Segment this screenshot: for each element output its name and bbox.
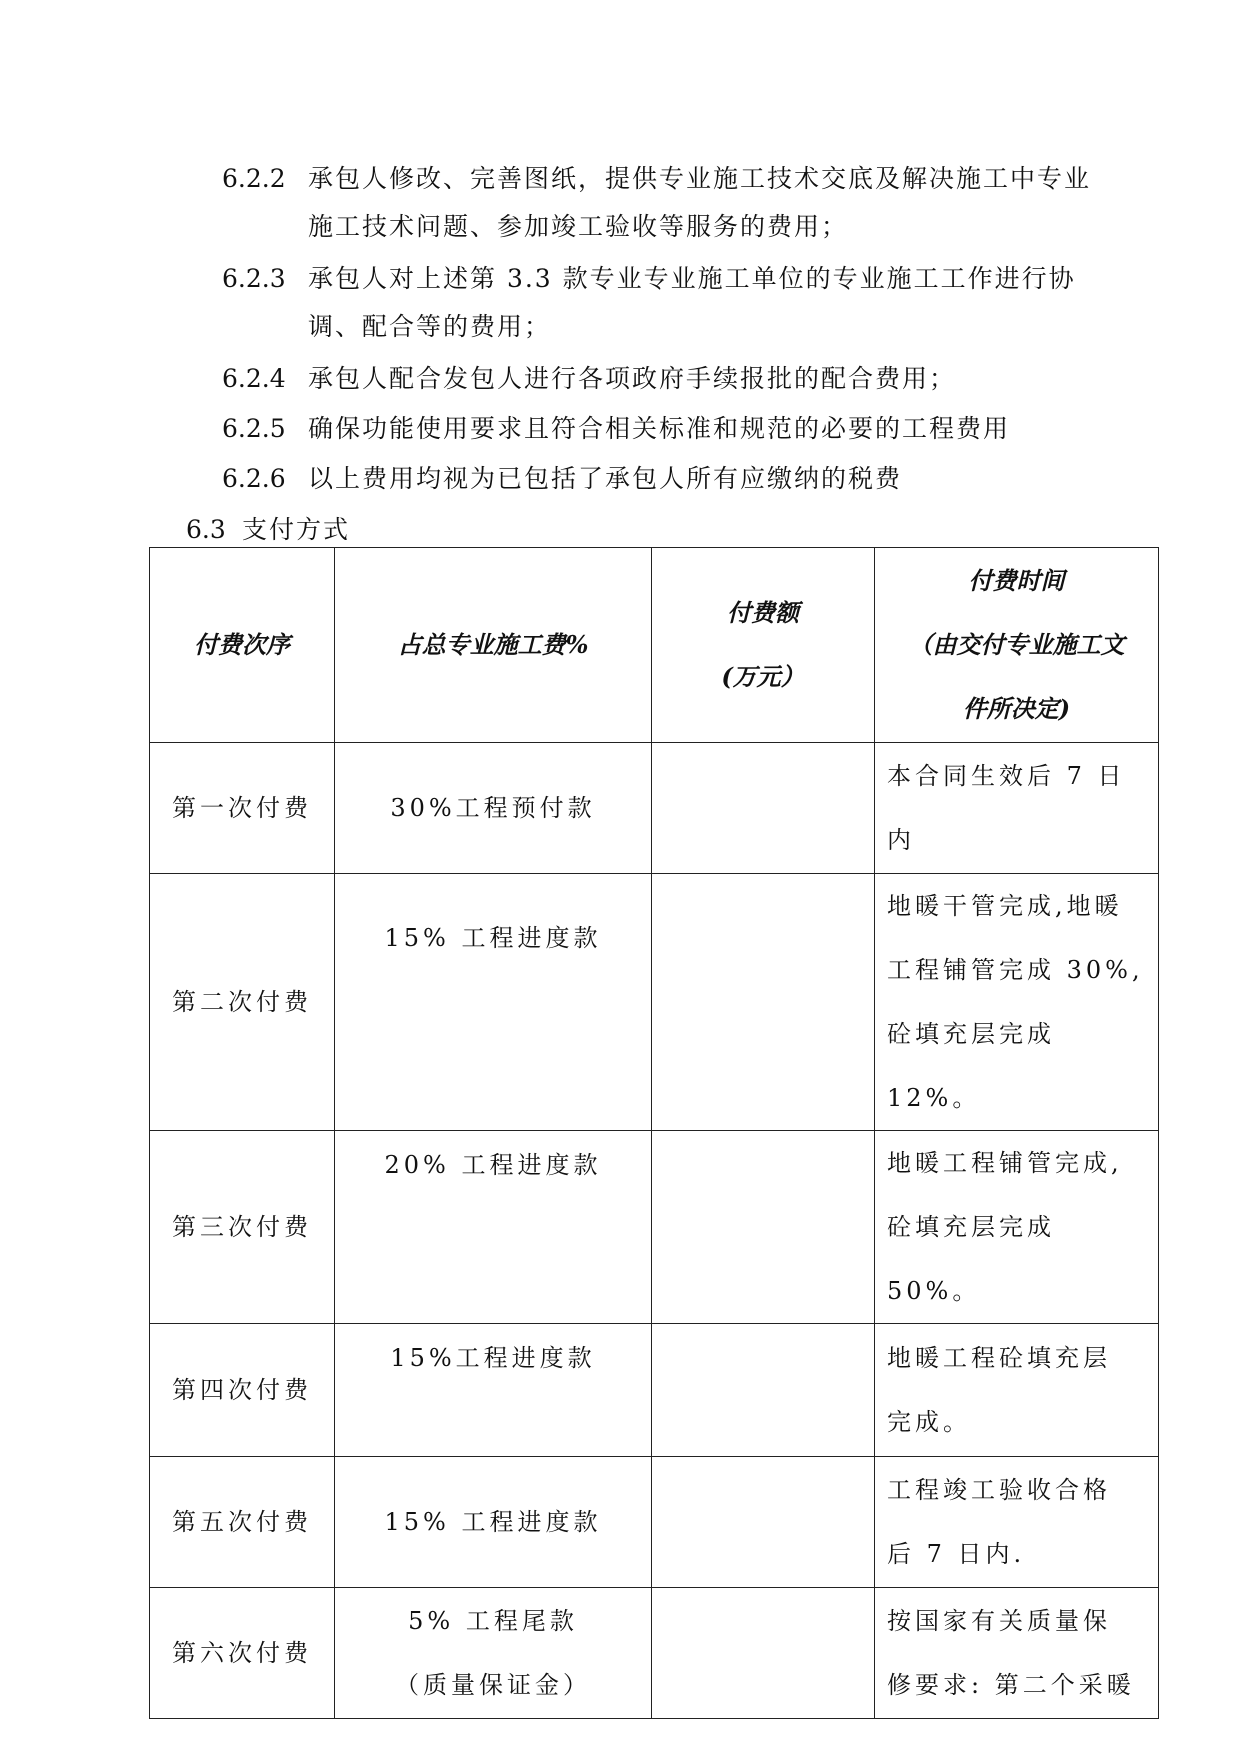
header-time-line: 付费时间 (968, 566, 1065, 595)
header-amount (652, 548, 875, 743)
clause-number: 6.2.3 (222, 264, 286, 293)
cell-order: 第二次付费 (150, 874, 335, 1131)
cell-percent (335, 1588, 652, 1719)
cell-amount (652, 743, 875, 874)
clause-line: 施工技术问题、参加竣工验收等服务的费用； (308, 212, 849, 241)
cell-order: 第六次付费 (150, 1588, 335, 1719)
clause-number: 6.2.6 (222, 464, 286, 493)
cell-amount (652, 1457, 875, 1588)
cell-time (875, 743, 1159, 874)
header-order: 付费次序 (150, 548, 335, 743)
clause-line: 调、配合等的费用； (308, 312, 552, 341)
cell-amount (652, 1131, 875, 1324)
cell-order: 第一次付费 (150, 743, 335, 874)
header-amount-line: 付费额 (727, 598, 799, 627)
cell-time (875, 874, 1159, 1131)
header-time-line: 件所决定) (962, 694, 1071, 723)
cell-time-line: 完成。 (887, 1408, 971, 1436)
cell-time-line: 工程竣工验收合格 (887, 1476, 1111, 1504)
cell-time-line: 砼填充层完成 50%。 (887, 1213, 1055, 1305)
cell-time-line: 内 (887, 826, 915, 854)
table-header-row (150, 548, 1159, 743)
cell-percent-line: 15% 工程进度款 (384, 1508, 602, 1536)
cell-time-line: 砼填充层完成 12%。 (887, 1020, 1055, 1112)
cell-order: 第五次付费 (150, 1457, 335, 1588)
cell-percent (335, 874, 652, 1131)
header-percent: 占总专业施工费% (335, 548, 652, 743)
cell-percent-line: 15% 工程进度款 (384, 924, 602, 952)
clause-text (308, 405, 1102, 453)
table-row (150, 1588, 1159, 1719)
header-amount-unit: (万元） (721, 662, 805, 691)
cell-time-line: 本合同生效后 7 日 (887, 762, 1126, 790)
table-row (150, 1457, 1159, 1588)
cell-time-line: 地暖工程铺管完成, (887, 1149, 1123, 1177)
clause-text (308, 355, 1102, 403)
clause-6-2-3 (222, 255, 1102, 351)
cell-percent (335, 1324, 652, 1457)
clause-text (308, 155, 1102, 251)
cell-time (875, 1457, 1159, 1588)
table-row (150, 1324, 1159, 1457)
cell-time (875, 1324, 1159, 1457)
section-title: 支付方式 (242, 515, 351, 544)
clause-6-2-6 (222, 455, 1102, 503)
clause-line: 以上费用均视为已包括了承包人所有应缴纳的税费 (308, 464, 903, 493)
clause-number: 6.2.4 (222, 364, 286, 393)
cell-time (875, 1588, 1159, 1719)
cell-time-line: 地暖干管完成,地暖 (887, 892, 1123, 920)
clause-6-2-2 (222, 155, 1102, 251)
table-row (150, 743, 1159, 874)
clause-6-2-5 (222, 405, 1102, 453)
table-row (150, 1131, 1159, 1324)
cell-percent-line: 5% 工程尾款 (408, 1607, 578, 1635)
payment-schedule-table (149, 547, 1159, 1719)
cell-percent (335, 1457, 652, 1588)
cell-percent-line: 15%工程进度款 (390, 1344, 596, 1372)
cell-amount (652, 1588, 875, 1719)
cell-percent (335, 1131, 652, 1324)
cell-amount (652, 874, 875, 1131)
clause-number: 6.2.5 (222, 414, 286, 443)
clause-line: 承包人对上述第 3.3 款专业专业施工单位的专业施工工作进行协 (308, 264, 1076, 293)
clause-text (308, 255, 1102, 351)
cell-order: 第四次付费 (150, 1324, 335, 1457)
cell-time-line: 后 7 日内. (887, 1540, 1026, 1568)
clause-6-2-4 (222, 355, 1102, 403)
cell-time-line: 按国家有关质量保 (887, 1607, 1111, 1635)
cell-percent-line: 20% 工程进度款 (384, 1151, 602, 1179)
cell-time (875, 1131, 1159, 1324)
table-row (150, 874, 1159, 1131)
header-time-line: （由交付专业施工文 (908, 630, 1125, 659)
clause-line: 确保功能使用要求且符合相关标准和规范的必要的工程费用 (308, 414, 1011, 443)
cell-amount (652, 1324, 875, 1457)
header-time (875, 548, 1159, 743)
clause-line: 承包人修改、完善图纸，提供专业施工技术交底及解决施工中专业 (308, 164, 1092, 193)
cell-time-line: 修要求: 第二个采暖 (887, 1671, 1135, 1699)
cell-percent-line: （质量保证金） (395, 1671, 591, 1699)
clause-number: 6.2.2 (222, 164, 286, 193)
cell-time-line: 工程铺管完成 30%, (887, 956, 1144, 984)
cell-order: 第三次付费 (150, 1131, 335, 1324)
cell-percent (335, 743, 652, 874)
clause-line: 承包人配合发包人进行各项政府手续报批的配合费用； (308, 364, 957, 393)
section-number: 6.3 (186, 515, 226, 544)
cell-percent-line: 30%工程预付款 (390, 794, 596, 822)
clause-text (308, 455, 1102, 503)
cell-time-line: 地暖工程砼填充层 (887, 1344, 1111, 1372)
